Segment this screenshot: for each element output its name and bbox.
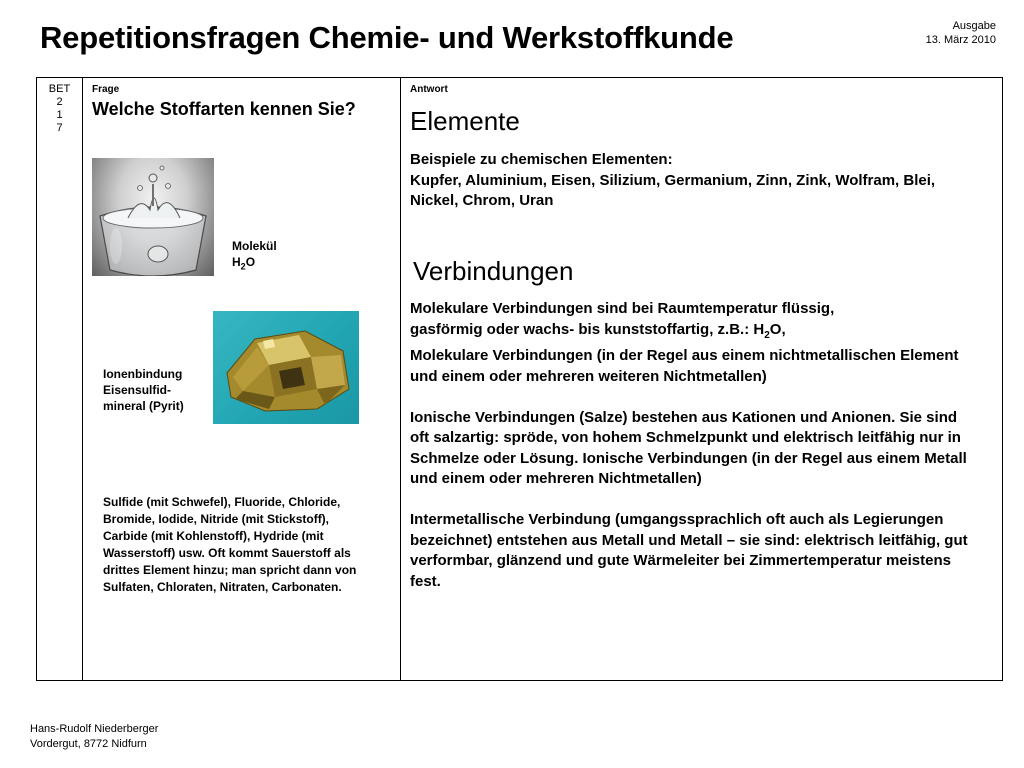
molecule-formula: $H_2O$ <box>232 255 256 272</box>
molecular-line2: gasförmig oder wachs- bis kunststoffartig, z.B.: $H_2O$, <box>410 320 786 341</box>
bet-value: 7 <box>56 122 63 134</box>
molecular-line1: Molekulare Verbindungen sind bei Raumtemperatur flüssig, <box>410 300 835 317</box>
question-head: Frage <box>92 84 120 95</box>
elements-list: Kupfer, Aluminium, Eisen, Silizium, Germanium, Zinn, Zink, Wolfram, Blei, Nickel, Chrom, Uran <box>410 171 936 209</box>
edition-label: Ausgabe <box>952 20 996 32</box>
bet-value: 1 <box>56 109 63 121</box>
compounds-text <box>410 299 980 592</box>
elements-heading: Elemente <box>410 106 520 136</box>
column-divider <box>400 78 401 680</box>
water-splash-graphic <box>92 158 214 276</box>
elements-intro: Beispiele zu chemischen Elementen: <box>410 151 673 168</box>
intermetallic-text: Intermetallische Verbindung (umgangssprachlich oft auch als Legierungen bezeichnet) entstehen aus Metall und Metall – sie sind: elektrisch leitfähig, gut verformbar, glänzend und gute Wärmeleiter bei Zimmertemperatur meistens fest. <box>410 511 968 590</box>
ionic-caption: Ionenbindung Eisensulfid- mineral (Pyrit) <box>103 367 184 413</box>
molecular-line3: Molekulare Verbindungen (in der Regel aus einem nichtmetallischen Element und einem oder mehreren weiteren Nichtmetallen) <box>410 347 959 385</box>
author-name: Hans-Rudolf Niederberger <box>30 723 159 735</box>
answer-head: Antwort <box>410 84 448 95</box>
bet-column <box>37 83 82 135</box>
elements-text <box>410 150 980 212</box>
molecule-caption <box>232 238 277 274</box>
pyrite-image <box>213 311 359 424</box>
author-address: Vordergut, 8772 Nidfurn <box>30 738 147 750</box>
edition-info <box>926 19 996 47</box>
question-text: Welche Stoffarten kennen Sie? <box>92 99 356 119</box>
salts-description: Sulfide (mit Schwefel), Fluoride, Chloride, Bromide, Iodide, Nitride (mit Stickstoff), Carbide (mit Kohlenstoff), Hydride (mit Wasserstoff) usw. Oft kommt Sauerstoff als drittes Element hinzu; man spricht dann von Sulfaten, Chloraten, Nitraten, Carbonaten. <box>103 495 357 594</box>
pyrite-graphic <box>213 311 359 424</box>
molecule-label: Molekül <box>232 239 277 253</box>
compounds-heading: Verbindungen <box>413 256 574 286</box>
footer <box>30 722 158 752</box>
page-title: Repetitionsfragen Chemie- und Werkstoffkunde <box>40 20 734 55</box>
bet-value: 2 <box>56 96 63 108</box>
bet-label: BET <box>48 83 71 95</box>
water-splash-image <box>92 158 214 276</box>
column-divider <box>82 78 83 680</box>
edition-date: 13. März 2010 <box>925 34 996 46</box>
ionic-text: Ionische Verbindungen (Salze) bestehen aus Kationen und Anionen. Sie sind oft salzartig: spröde, von hohem Schmelzpunkt und elektrisch leitfähig nur in Schmelze oder Lösung. Ionische Verbindungen (in der Regel aus einem Metall und einem oder mehreren Nichtmetallen) <box>410 408 967 487</box>
content-table <box>36 77 1003 681</box>
